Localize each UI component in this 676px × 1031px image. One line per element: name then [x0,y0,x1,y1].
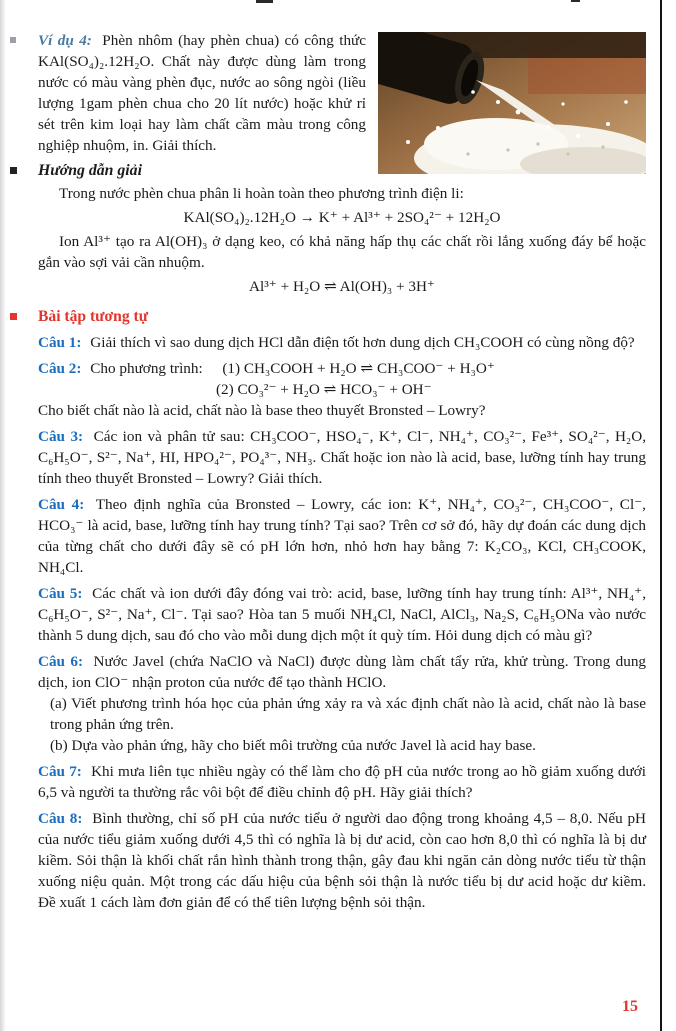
question-2 [38,358,646,379]
page-left-shadow [0,0,6,1031]
question-text: Theo định nghĩa của Bronsted – Lowry, các ion: K⁺, NH₄⁺, CO₃²⁻, CH₃COO⁻, Cl⁻, HCO₃⁻ là acid, base, lưỡng tính hay trung tính? Tại sao? Trên cơ sở đó, hãy dự đoán các dung dịch của từng chất cho dưới đây sẽ có pH lớn hơn, nhỏ hơn hay bằng 7: K₂CO₃, KCl, CH₃COOK, NH₄Cl. [38,496,646,576]
page-number: 15 [622,998,638,1015]
square-bullet-icon [10,167,17,174]
question-7 [38,761,646,803]
scan-artifact [571,0,580,2]
square-bullet-icon [10,37,16,43]
question-8 [38,808,646,913]
question-label: Câu 7: [38,763,82,780]
square-bullet-red-icon [10,313,17,320]
solution-heading-row [38,160,646,181]
example-label: Ví dụ 4: [38,32,92,49]
question-label: Câu 3: [38,428,84,445]
scan-artifact [256,0,273,3]
question-6-item-a: (a) Viết phương trình hóa học của phản ứng xảy ra và xác định chất nào là acid, chất nào là base trong phản ứng trên. [50,695,646,733]
question-text: Khi mưa liên tục nhiều ngày có thể làm cho độ pH của nước trong ao hồ giảm xuống dưới 6,5 và người ta thường rắc vôi bột để điều chỉnh độ pH. Hãy giải thích? [38,763,646,801]
solution-body: Ion Al³⁺ tạo ra Al(OH)₃ ở dạng keo, có khả năng hấp thụ các chất rồi lắng xuống đáy bể hoặc gắn vào sợi vải cần nhuộm. [38,233,646,271]
question-text: Các ion và phân tử sau: CH₃COO⁻, HSO₄⁻, K⁺, Cl⁻, NH₄⁺, CO₃²⁻, Fe³⁺, SO₄²⁻, H₂O, C₆H₅O⁻, S²⁻, Na⁺, HI, HPO₄²⁻, PO₄³⁻, NH₃. Chất hoặc ion nào là acid, base, lưỡng tính hay trung tính theo thuyết Bronsted – Lowry? Giải thích. [38,428,646,487]
solution-intro: Trong nước phèn chua phân li hoàn toàn theo phương trình điện li: [59,185,464,202]
question-text: Các chất và ion dưới đây đóng vai trò: acid, base, lưỡng tính hay trung tính: Al³⁺, NH₄⁺, C₆H₅O⁻, S²⁻, Na⁺, Cl⁻. Tại sao? Hòa tan 5 muối NH₄Cl, NaCl, AlCl₃, Na₂S, C₆H₅ONa vào nước thành 5 dung dịch, sau đó cho vào mỗi dung dịch một ít quỳ tím. Hỏi dung dịch có màu gì? [38,585,646,644]
question-4 [38,494,646,578]
example-paragraph [38,30,646,156]
question-1 [38,332,646,353]
example-text: Phèn nhôm (hay phèn chua) có công thức KAl(SO₄)₂.12H₂O. Chất này được dùng làm trong nước có màu vàng phèn đục, nước ao sông ngòi (liều lượng 1gam phèn chua cho 20 lít nước) hoặc khử rỉ sét trên kim loại hay làm chất cầm màu trong công nghiệp nhuộm, in. Giải thích. [38,32,367,154]
dissociation-equation: KAl(SO₄)₂.12H₂O → K⁺ + Al³⁺ + 2SO₄²⁻ + 12H₂O [183,209,501,226]
question-2-outro: Cho biết chất nào là acid, chất nào là base theo thuyết Bronsted – Lowry? [38,402,486,419]
question-2-equation-2: (2) CO₃²⁻ + H₂O ⇌ HCO₃⁻ + OH⁻ [216,381,432,398]
question-label: Câu 4: [38,496,85,513]
question-label: Câu 2: [38,360,82,377]
question-text: Nước Javel (chứa NaClO và NaCl) được dùng làm chất tẩy rửa, khử trùng. Trong dung dịch, ion ClO⁻ nhận proton của nước để tạo thành HClO. [38,653,647,691]
question-text: Giải thích vì sao dung dịch HCl dẫn điện tốt hơn dung dịch CH₃COOH có cùng nồng độ? [90,334,635,351]
exercises-heading: Bài tập tương tự [38,308,149,325]
question-label: Câu 5: [38,585,83,602]
question-6-item-b: (b) Dựa vào phản ứng, hãy cho biết môi trường của nước Javel là acid hay base. [50,737,536,754]
question-label: Câu 6: [38,653,84,670]
question-3 [38,426,646,489]
question-label: Câu 1: [38,334,82,351]
exercises-heading-row [38,306,646,327]
solution-heading: Hướng dẫn giải [38,162,142,179]
hydrolysis-equation: Al³⁺ + H₂O ⇌ Al(OH)₃ + 3H⁺ [249,278,435,295]
question-equation-1: (1) CH₃COOH + H₂O ⇌ CH₃COO⁻ + H₃O⁺ [222,360,495,377]
question-5 [38,583,646,646]
question-intro: Cho phương trình: [90,360,203,377]
question-label: Câu 8: [38,810,83,827]
question-6 [38,651,646,693]
page-border-line [660,0,662,1031]
question-text: Bình thường, chỉ số pH của nước tiểu ở người dao động trong khoảng 4,5 – 8,0. Nếu pH của nước tiểu giảm xuống dưới 4,5 thì có nghĩa là bị dư acid, còn cao hơn 8,0 thì có nghĩa là bị dư kiềm. Sỏi thận là khối chất rắn hình thành trong thận, gây đau khi ngăn cản dòng nước tiểu từ thận xuống niệu quản. Một trong các dấu hiệu của bệnh sỏi thận là nước tiểu bị dư acid hoặc dư kiềm. Đề xuất 1 cách làm đơn giản để có thể tiên lượng bệnh sỏi thận. [38,810,647,911]
